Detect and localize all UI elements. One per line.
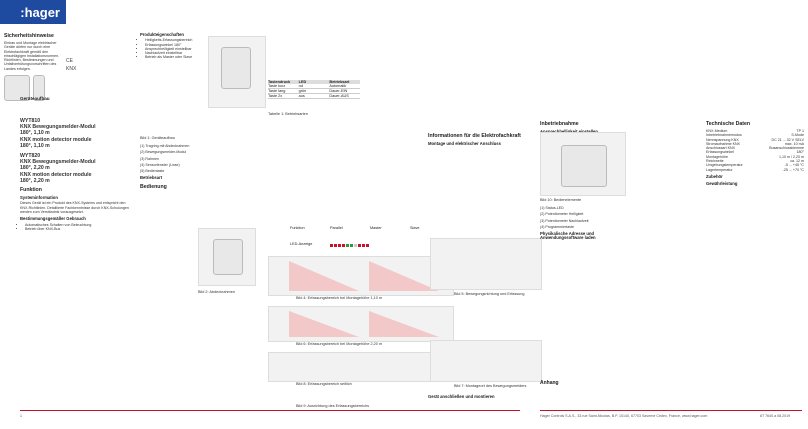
commissioning-title: Inbetriebnahme — [540, 121, 579, 127]
sys-info-title: Systeminformation — [20, 195, 58, 201]
company-address: Hager Controls S.A.S., 33 rue Saint-Nicolas, B.P. 10140, 67703 Saverne Cedex, France, www.hager.com — [540, 414, 708, 418]
led-legend-label: Slave — [410, 226, 420, 230]
figure-7-mounting — [430, 340, 542, 382]
install-title: Informationen für die Elektrofachkraft — [428, 133, 521, 139]
appendix-title: Anhang — [540, 380, 559, 386]
feature-item: • Ansprechhelligkeit einstellbar — [145, 47, 202, 51]
led-function-strip — [290, 226, 450, 254]
table-cell: Taste 2x — [268, 94, 283, 98]
detection-diagram-2 — [269, 307, 453, 341]
tech-row: Lagertemperatur -25 ... +70 °C — [706, 167, 804, 172]
model-name-2: KNX Bewegungsmelder-Modul — [20, 159, 96, 166]
tech-row: Nennspannung KNX DC 21 ... 32 V SELV — [706, 137, 804, 142]
figure-6-caption: Bild 6: Erfassungsbereich bei Montagehöhe 2,20 m — [296, 342, 383, 346]
use-list — [20, 223, 135, 232]
address-title: Physikalische Adresse und Anwendungssoftware laden — [540, 231, 596, 241]
table-cell: Dauer-AUS — [329, 94, 349, 98]
function-title: Funktion — [20, 187, 42, 194]
footer-rule — [540, 410, 802, 411]
use-item: • Automatisches Schalten von Beleuchtung — [25, 223, 135, 227]
tech-data-title: Technische Daten — [706, 121, 751, 127]
table-header-cell: Betriebsart — [329, 80, 350, 84]
table-cell: Automatik — [329, 84, 347, 88]
mount-title: Montage und elektrischer Anschluss — [428, 141, 501, 146]
led-legend-label: Funktion — [290, 226, 305, 230]
use-title: Bestimmungsgemäßer Gebrauch — [20, 216, 86, 222]
legend-item: (2) Potentiometer Helligkeit — [540, 212, 584, 217]
figure-2-frame — [198, 228, 256, 286]
tech-row: Anschlussart KNX Busanschlussklemme — [706, 146, 804, 151]
tech-row: Umgebungstemperatur -5 ... +45 °C — [706, 163, 804, 168]
safety-text: Einbau und Montage elektrischer Geräte dürfen nur durch eine Elektrofachkraft gemäß den einschlägigen Installationsnormen, Richtlinien, Bestimmungen und Unfallverhütungsvorschriften des Landes erfolgen. — [4, 41, 60, 71]
legend-item: (1) Status-LED — [540, 206, 564, 210]
led-legend-label: Master — [370, 226, 382, 230]
detection-diagram-1 — [269, 257, 453, 295]
legend-item: (5) Bedientaste — [140, 169, 165, 174]
tech-row: Erfassungswinkel 180° — [706, 150, 804, 155]
tech-row: KNX-Medium TP 1 — [706, 129, 804, 133]
model-name-1: KNX Bewegungsmelder-Modul — [20, 124, 96, 131]
table-header-cell: LED — [298, 80, 307, 84]
figure-2-caption: Bild 2: Abdeckrahmen — [198, 290, 235, 294]
feature-item: • Nachlaufzeit einstellbar — [145, 51, 202, 55]
sys-info-text: Dieses Gerät ist ein Produkt des KNX-Systems und entspricht den KNX-Richtlinien. Detaillierte Fachkenntnisse durch KNX-Schulungen werden zum Verständnis vorausgesetzt. — [20, 201, 129, 214]
legend-item: (1) Tragring mit Abdeckrahmen — [140, 144, 190, 148]
use-item: • Betrieb über KNX-Bus — [25, 227, 135, 231]
table-row — [268, 94, 360, 99]
tech-row: Inbetriebnahmemodus S-Mode — [706, 133, 804, 138]
frame-drawing — [213, 239, 243, 275]
model-spec-1b: 180°, 1,10 m — [20, 142, 50, 149]
legend-item: (2) Bewegungsmelder-Modul — [140, 150, 187, 155]
table-cell: Dauer-EIN — [329, 89, 348, 93]
warranty-title: Gewährleistung — [706, 181, 738, 187]
tech-row: Montagehöhe 1,10 m / 2,20 m — [706, 154, 804, 159]
control-panel-drawing — [561, 145, 607, 187]
page-number: 1 — [20, 414, 22, 418]
led-display-label: LED-Anzeige — [290, 242, 313, 246]
feature-item: • Erfassungswinkel 180° — [145, 43, 202, 47]
knx-badge: KNX — [66, 66, 77, 72]
figure-1-caption: Bild 1: Geräteaufbau — [140, 136, 175, 140]
figure-4-caption: Bild 4: Erfassungsbereich bei Montagehöhe 1,10 m — [296, 296, 383, 300]
model-en-2: KNX motion detector module — [20, 171, 92, 178]
column-4 — [428, 130, 538, 147]
figure-1-legend — [140, 144, 204, 192]
figure-9-caption: Bild 9: Ausrichtung des Erfassungsbereichs — [296, 404, 370, 408]
model-spec-2: 180°, 2,20 m — [20, 165, 50, 172]
device-module-drawing — [221, 47, 251, 89]
column-1-lower — [20, 118, 135, 233]
led-dots-row — [330, 234, 370, 252]
note-title: Gerät anschließen und montieren — [428, 394, 495, 399]
accessories-title: Zubehör — [706, 173, 723, 179]
figure-6-detection — [268, 306, 454, 342]
model-code-2: WYT820 — [20, 153, 41, 160]
figure-1-device — [208, 36, 266, 108]
figure-5-movement — [430, 238, 542, 290]
figure-8-detection — [268, 352, 454, 382]
document-code: 6T 7640.a 08.2019 — [760, 414, 791, 418]
table-header-cell: Tastendruck — [268, 80, 291, 84]
column-6 — [706, 118, 804, 188]
model-code-1: WYT810 — [20, 118, 41, 124]
footer-rule-left — [20, 410, 520, 411]
features-list — [140, 38, 202, 59]
behaviour-title: Betriebsart — [140, 175, 163, 181]
figure-10-caption: Bild 10: Bedienelemente — [540, 198, 582, 202]
feature-item: • Betrieb als Master oder Slave — [145, 55, 202, 59]
operation-title: Bedienung — [140, 183, 167, 190]
legend-item: (3) Potentiometer Nachlaufzeit — [540, 218, 589, 223]
figure-10-legend — [540, 206, 620, 242]
table-cell: aus — [298, 94, 305, 98]
led-legend-label: Parallel — [330, 226, 343, 230]
ce-badge: CE — [66, 58, 73, 64]
table-cell: Taste kurz — [268, 84, 286, 88]
table-cell: grün — [298, 89, 307, 93]
figure-7-caption: Bild 7: Montageort des Bewegungsmelders — [454, 384, 527, 388]
legend-item: (3) Rahmen — [140, 156, 159, 161]
feature-item: • Helligkeits-Erfassungsbereich — [145, 38, 202, 42]
safety-title: Sicherheitshinweise — [4, 33, 54, 39]
figure-8-caption: Bild 8: Erfassungsbereich seitlich — [296, 382, 352, 386]
device-title: Geräteaufbau — [20, 96, 50, 101]
tech-row: Reichweite ca. 12 m — [706, 159, 804, 164]
legend-item: (4) Sensorfenster (Linse) — [140, 162, 180, 167]
table-cell: Taste lang — [268, 89, 286, 93]
model-en-1: KNX motion detector module — [20, 136, 92, 143]
figure-4-detection — [268, 256, 454, 296]
modes-table — [268, 80, 360, 99]
hager-logo: :hager — [0, 0, 66, 24]
figure-5-caption: Bild 5: Bewegungsrichtung und Erfassung — [454, 292, 525, 296]
model-spec-1: 180°, 1,10 m — [20, 130, 50, 137]
table-caption: Tabelle 1: Betriebsarten — [268, 112, 308, 116]
column-4-lower — [428, 392, 538, 400]
features-title: Produkteigenschaften — [140, 32, 184, 37]
tech-row: Stromaufnahme KNX max. 10 mA — [706, 141, 804, 146]
table-cell: rot — [298, 84, 304, 88]
model-spec-2b: 180°, 2,20 m — [20, 177, 50, 184]
figure-10-controls — [540, 132, 626, 196]
column-2 — [140, 30, 202, 62]
tech-data-table — [706, 129, 804, 172]
legend-item: (4) Programmiertaste — [540, 224, 574, 229]
